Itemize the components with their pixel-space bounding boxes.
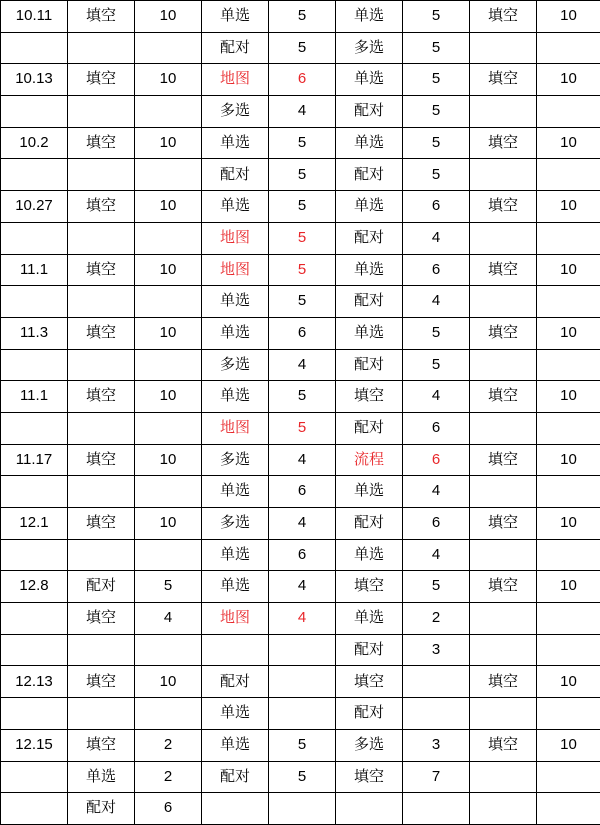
table-cell: 10: [537, 254, 600, 286]
table-cell: 10: [135, 191, 202, 223]
table-row: [1, 349, 600, 381]
table-cell: [1, 761, 68, 793]
table-cell: [1, 96, 68, 128]
table-cell: 10.27: [1, 191, 68, 223]
table-cell: 单选: [202, 571, 269, 603]
table-cell: [537, 159, 600, 191]
table-cell: 6: [403, 508, 470, 540]
table-cell: [135, 412, 202, 444]
table-cell: 5: [269, 254, 336, 286]
table-cell: [135, 698, 202, 730]
table-cell: 5: [269, 286, 336, 318]
table-cell: [537, 32, 600, 64]
table-cell: 配对: [336, 698, 403, 730]
table-cell: [537, 286, 600, 318]
table-cell: [68, 159, 135, 191]
table-cell: 填空: [68, 444, 135, 476]
table-cell: [68, 412, 135, 444]
table-row: [1, 254, 600, 286]
table-cell: 填空: [68, 381, 135, 413]
table-row: [1, 634, 600, 666]
table-cell: 填空: [470, 571, 537, 603]
table-cell: 多选: [336, 32, 403, 64]
table-cell: 5: [403, 127, 470, 159]
table-cell: 4: [269, 96, 336, 128]
table-cell: [135, 32, 202, 64]
table-cell: 5: [403, 32, 470, 64]
table-cell: [470, 412, 537, 444]
table-cell: 单选: [68, 761, 135, 793]
table-cell: 10.2: [1, 127, 68, 159]
table-cell: 单选: [202, 381, 269, 413]
table-cell: [269, 666, 336, 698]
table-cell: [68, 32, 135, 64]
table-cell: [68, 222, 135, 254]
table-cell: [537, 698, 600, 730]
table-row: [1, 412, 600, 444]
table-cell: 3: [403, 729, 470, 761]
table-cell: 配对: [202, 761, 269, 793]
table-cell: 12.8: [1, 571, 68, 603]
table-cell: 填空: [470, 1, 537, 33]
table-cell: [470, 634, 537, 666]
table-cell: 10: [537, 64, 600, 96]
table-cell: 5: [403, 64, 470, 96]
table-cell: 单选: [336, 127, 403, 159]
table-cell: [68, 539, 135, 571]
table-cell: [470, 286, 537, 318]
table-cell: 配对: [336, 96, 403, 128]
table-cell: 多选: [202, 96, 269, 128]
table-cell: 单选: [336, 476, 403, 508]
table-cell: 4: [269, 508, 336, 540]
table-cell: [537, 761, 600, 793]
table-row: [1, 317, 600, 349]
table-cell: [135, 286, 202, 318]
table-cell: [1, 412, 68, 444]
table-cell: 6: [135, 793, 202, 825]
table-cell: [537, 539, 600, 571]
table-cell: [537, 96, 600, 128]
table-cell: 5: [269, 412, 336, 444]
table-cell: [68, 96, 135, 128]
table-cell: 5: [403, 96, 470, 128]
table-cell: 10.11: [1, 1, 68, 33]
table-cell: 6: [403, 191, 470, 223]
table-cell: 10: [135, 508, 202, 540]
table-cell: 填空: [68, 191, 135, 223]
table-row: [1, 666, 600, 698]
table-cell: 5: [403, 317, 470, 349]
table-cell: [135, 96, 202, 128]
table-cell: 5: [269, 191, 336, 223]
table-cell: 4: [403, 539, 470, 571]
table-cell: 4: [403, 476, 470, 508]
table-cell: 5: [403, 159, 470, 191]
table-cell: 2: [135, 761, 202, 793]
table-cell: 配对: [336, 159, 403, 191]
table-cell: 6: [269, 64, 336, 96]
table-cell: [135, 222, 202, 254]
table-cell: [470, 96, 537, 128]
table-cell: 填空: [470, 254, 537, 286]
table-cell: 10: [135, 444, 202, 476]
table-cell: 填空: [470, 191, 537, 223]
table-cell: [537, 603, 600, 635]
table-cell: 5: [269, 32, 336, 64]
table-cell: 单选: [336, 539, 403, 571]
table-cell: 填空: [336, 761, 403, 793]
table-cell: 配对: [336, 508, 403, 540]
table-cell: 地图: [202, 254, 269, 286]
table-cell: [1, 159, 68, 191]
table-row: [1, 32, 600, 64]
table-cell: 4: [403, 286, 470, 318]
table-cell: 配对: [202, 666, 269, 698]
table-cell: [68, 286, 135, 318]
table-cell: 5: [269, 1, 336, 33]
table-cell: 6: [403, 444, 470, 476]
table-cell: 单选: [336, 317, 403, 349]
table-cell: 12.13: [1, 666, 68, 698]
table-cell: 填空: [470, 317, 537, 349]
table-cell: [403, 793, 470, 825]
table-cell: [470, 793, 537, 825]
table-cell: [68, 634, 135, 666]
table-row: [1, 603, 600, 635]
table-cell: [1, 222, 68, 254]
table-cell: 10: [537, 444, 600, 476]
table-cell: 单选: [336, 1, 403, 33]
table-cell: 10: [537, 1, 600, 33]
table-cell: 10: [537, 317, 600, 349]
table-cell: 4: [269, 603, 336, 635]
table-cell: [537, 412, 600, 444]
table-cell: 填空: [68, 729, 135, 761]
table-cell: [470, 349, 537, 381]
table-cell: [537, 349, 600, 381]
table-cell: 单选: [202, 127, 269, 159]
table-cell: 单选: [336, 64, 403, 96]
table-cell: 填空: [68, 317, 135, 349]
table-cell: 多选: [202, 444, 269, 476]
table-cell: 10: [537, 191, 600, 223]
table-cell: 10: [537, 729, 600, 761]
table-cell: 4: [403, 381, 470, 413]
table-cell: 6: [269, 317, 336, 349]
table-row: [1, 729, 600, 761]
table-cell: [1, 286, 68, 318]
table-cell: 填空: [68, 254, 135, 286]
table-cell: 填空: [336, 571, 403, 603]
table-cell: [68, 698, 135, 730]
table-cell: 10.13: [1, 64, 68, 96]
table-cell: 配对: [68, 571, 135, 603]
table-cell: [403, 698, 470, 730]
table-cell: [202, 634, 269, 666]
table-cell: 多选: [202, 508, 269, 540]
table-cell: 填空: [68, 127, 135, 159]
table-cell: 5: [403, 349, 470, 381]
table-cell: 11.17: [1, 444, 68, 476]
table-cell: 地图: [202, 603, 269, 635]
table-cell: 填空: [470, 64, 537, 96]
table-cell: 单选: [336, 191, 403, 223]
table-cell: [1, 603, 68, 635]
table-cell: 填空: [470, 381, 537, 413]
table-cell: [135, 539, 202, 571]
table-cell: 填空: [470, 729, 537, 761]
table-cell: 11.3: [1, 317, 68, 349]
table-cell: [470, 222, 537, 254]
table-cell: 配对: [202, 159, 269, 191]
table-row: [1, 191, 600, 223]
table-cell: 单选: [336, 603, 403, 635]
table-cell: 4: [269, 444, 336, 476]
table-cell: 10: [537, 127, 600, 159]
table-cell: 配对: [336, 634, 403, 666]
table-row: [1, 571, 600, 603]
table-cell: 4: [403, 222, 470, 254]
table-cell: 单选: [202, 317, 269, 349]
table-cell: 4: [269, 571, 336, 603]
table-cell: 5: [403, 1, 470, 33]
table-cell: [1, 349, 68, 381]
table-cell: 配对: [336, 286, 403, 318]
table-cell: 6: [403, 254, 470, 286]
table-cell: 11.1: [1, 381, 68, 413]
table-cell: 单选: [202, 286, 269, 318]
table-cell: 地图: [202, 412, 269, 444]
table-cell: 10: [135, 64, 202, 96]
table-cell: [537, 793, 600, 825]
table-row: [1, 1, 600, 33]
table-cell: [470, 476, 537, 508]
table-cell: [1, 793, 68, 825]
table-cell: 11.1: [1, 254, 68, 286]
table-row: [1, 476, 600, 508]
table-cell: [1, 32, 68, 64]
table-cell: 5: [403, 571, 470, 603]
table-cell: 12.1: [1, 508, 68, 540]
table-cell: [470, 761, 537, 793]
table-cell: [269, 634, 336, 666]
table-cell: [269, 698, 336, 730]
table-cell: 单选: [202, 476, 269, 508]
table-row: [1, 698, 600, 730]
table-cell: 填空: [68, 508, 135, 540]
table-cell: 10: [135, 1, 202, 33]
table-cell: 6: [403, 412, 470, 444]
table-cell: [403, 666, 470, 698]
table-body: [1, 1, 600, 825]
table-row: [1, 761, 600, 793]
table-cell: 配对: [336, 349, 403, 381]
table-cell: 10: [537, 666, 600, 698]
table-cell: [68, 476, 135, 508]
table-row: [1, 96, 600, 128]
table-cell: 多选: [202, 349, 269, 381]
table-row: [1, 64, 600, 96]
table-cell: 填空: [470, 508, 537, 540]
table-cell: [537, 634, 600, 666]
table-cell: 地图: [202, 64, 269, 96]
table-cell: [336, 793, 403, 825]
table-cell: 5: [269, 761, 336, 793]
table-cell: 6: [269, 476, 336, 508]
table-cell: [1, 476, 68, 508]
table-cell: 配对: [336, 412, 403, 444]
table-cell: 5: [269, 381, 336, 413]
table-row: [1, 222, 600, 254]
table-cell: 7: [403, 761, 470, 793]
table-cell: 10: [537, 571, 600, 603]
table-row: [1, 127, 600, 159]
table-cell: 单选: [202, 191, 269, 223]
table-cell: [269, 793, 336, 825]
table-cell: [470, 698, 537, 730]
table-cell: [135, 634, 202, 666]
table-cell: [1, 698, 68, 730]
table-cell: [470, 159, 537, 191]
table-cell: 单选: [336, 254, 403, 286]
table-cell: [1, 634, 68, 666]
table-cell: 10: [537, 381, 600, 413]
table-cell: 10: [135, 381, 202, 413]
table-cell: 单选: [202, 539, 269, 571]
table-cell: 10: [135, 666, 202, 698]
table-cell: 2: [135, 729, 202, 761]
table-cell: [470, 539, 537, 571]
table-cell: 配对: [68, 793, 135, 825]
table-cell: 4: [269, 349, 336, 381]
table-cell: 5: [135, 571, 202, 603]
table-cell: 5: [269, 222, 336, 254]
table-cell: 填空: [68, 64, 135, 96]
table-row: [1, 444, 600, 476]
table-cell: [135, 476, 202, 508]
table-cell: 填空: [68, 603, 135, 635]
table-cell: 填空: [336, 381, 403, 413]
table-cell: 5: [269, 127, 336, 159]
table-cell: 4: [135, 603, 202, 635]
table-cell: [1, 539, 68, 571]
table-cell: [135, 349, 202, 381]
table-cell: [135, 159, 202, 191]
table-cell: 5: [269, 159, 336, 191]
table-cell: 10: [135, 317, 202, 349]
table-row: [1, 508, 600, 540]
table-cell: 填空: [68, 1, 135, 33]
table-row: [1, 381, 600, 413]
table-row: [1, 286, 600, 318]
table-cell: 地图: [202, 222, 269, 254]
table-cell: 单选: [202, 729, 269, 761]
table-cell: [537, 222, 600, 254]
table-cell: 填空: [336, 666, 403, 698]
table-cell: 单选: [202, 1, 269, 33]
table-cell: 10: [135, 127, 202, 159]
table-cell: 配对: [202, 32, 269, 64]
table-cell: [202, 793, 269, 825]
table-cell: 填空: [470, 127, 537, 159]
table-cell: [470, 603, 537, 635]
table-cell: 12.15: [1, 729, 68, 761]
table-cell: 2: [403, 603, 470, 635]
table-cell: [537, 476, 600, 508]
table-cell: 流程: [336, 444, 403, 476]
table-cell: 单选: [202, 698, 269, 730]
table-cell: 6: [269, 539, 336, 571]
table-cell: [68, 349, 135, 381]
table-cell: 填空: [68, 666, 135, 698]
table-cell: 5: [269, 729, 336, 761]
table-cell: 10: [135, 254, 202, 286]
table-cell: 多选: [336, 729, 403, 761]
table-cell: 填空: [470, 444, 537, 476]
table-cell: 填空: [470, 666, 537, 698]
table-cell: 3: [403, 634, 470, 666]
table-row: [1, 159, 600, 191]
table-row: [1, 539, 600, 571]
table-cell: 10: [537, 508, 600, 540]
table-cell: [470, 32, 537, 64]
table-row: [1, 793, 600, 825]
table-cell: 配对: [336, 222, 403, 254]
